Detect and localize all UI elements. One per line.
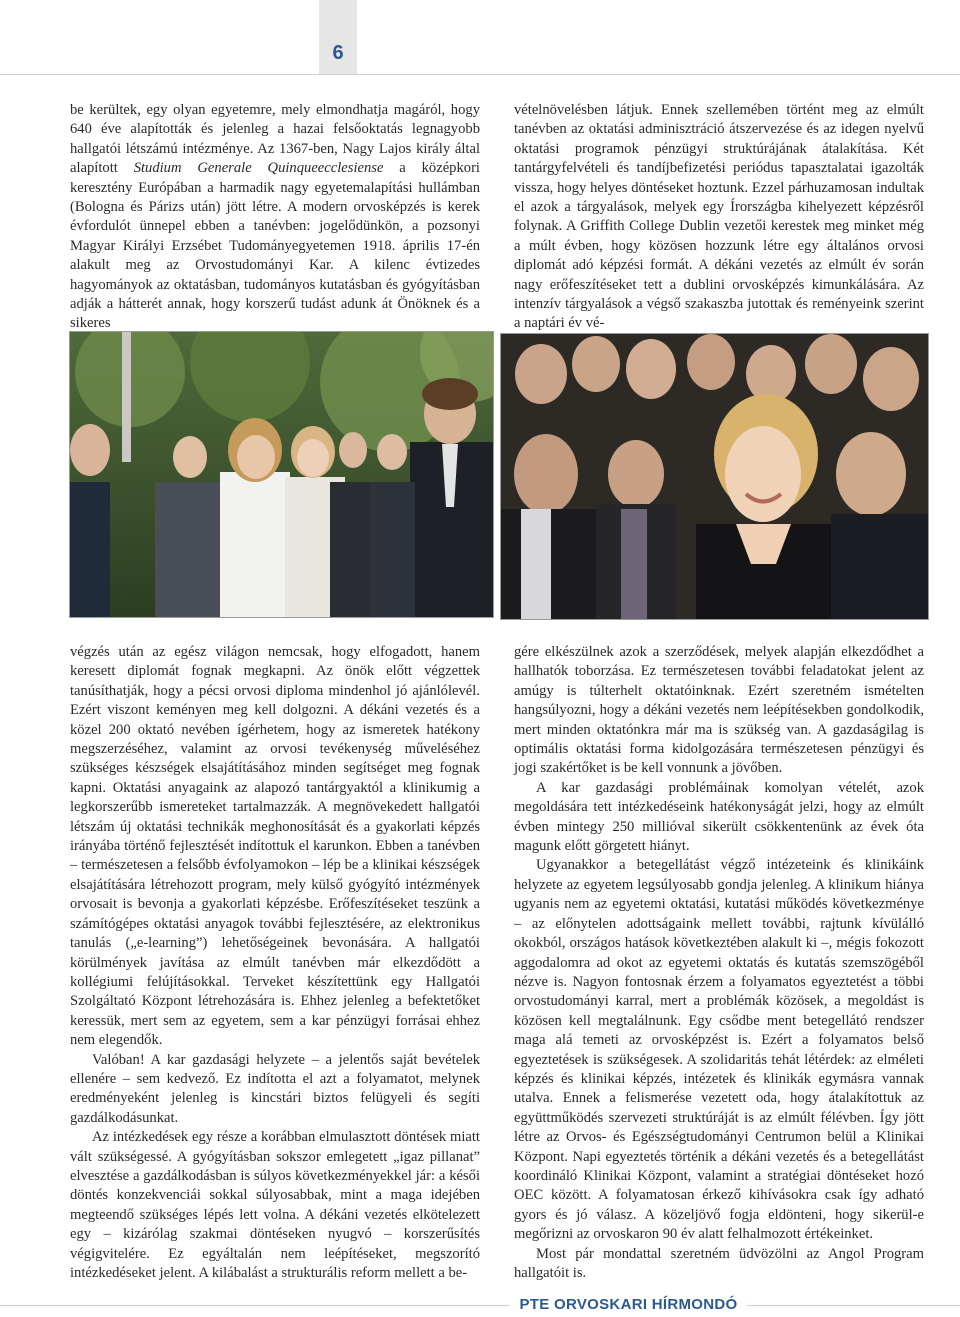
paragraph: gére elkészülnek azok a szerződések, melyek alapján elkezdődhet a hallhatók toborzása. Ez természetesen további feladatokat jelent az amúgy is túlterhelt oktatóinknak. Ezért szeretném ismételten hangsúlyozni, hogy a dékáni vezetés nem leépítésekben gondolkodik, mert minden oktatónkra már ma is szükség van. A gazdaságilag is optimális oktatási forma kidolgozására természetesen pénzügyi és jogi szakértőket is be kell vonnunk a jövőben. [514, 644, 924, 777]
page-number: 6 [332, 42, 344, 64]
text-column-2 [514, 101, 924, 334]
paragraph: végzés után az egész világon nemcsak, hogy elfogadott, hanem keresett diplomát fognak megkapni. Az önök előtt végzettek tanúsíthatják, hogy a pécsi orvosi diploma mindenhol jó ajánlólevél. Ezért viszont keményen meg kell dolgozni. A dékáni vezetés és a közel 200 oktató nevében ígérhetem, hogy az ismeretek hatékony megszerzéséhez, valamint az orvosi tevékenység műveléséhez szükséges készségek elsajátításához minden segítséget meg fognak kapni. Oktatási anyagaink az alapozó tantárgyaktól a klinikumig a legkorszerűbb ismereteket tartalmazzák. A megnövekedett hallgatói létszám új oktatási technikák meghonosítását és a gyakorlati képzés irányába történő fejlesztését indítottuk el karunkon. Ebben a tanévben – természetesen a felsőbb évfolyamokon – lép be a klinikai készségek elsajátítására létrehozott program, mely külső gyógyító intézmények orvosait is bevonja a gyakorlati képzésbe. Erőfeszítéseket teszünk a számítógépes oktatási anyagok további fejlesztésére, az elektronikus tanulás („e-learning”) lehetőségeinek bevonására. A hallgatói körülmények javítása az elmúlt tanévben már elkezdődött a kollégiumi felújításokkal. Terveket készítettünk egy Hallgatói Szolgáltató Központ létrehozására is. Ehhez jelenleg a befektetőket keressük, mert sem az egyetem, sem a kar pénzügyi forrásai ehhez nem elegendők. [70, 644, 480, 1049]
publication-title: PTE ORVOSKARI HÍRMONDÓ [519, 1296, 738, 1313]
photo-smiling-student-crowd [500, 333, 929, 620]
paragraph-text-a: be kerültek, egy olyan egyetemre, mely elmondhatja magáról, hogy 640 éve alapították és jelenleg a hazai felsőoktatás legnagyobb hallgatói létszámú intézménye. Az 1367-ben, Nagy Lajos király által alapított [70, 102, 480, 177]
paragraph: Az intézkedések egy része a korábban elmulasztott döntések miatt vált szükségessé. A gyógyításban sokszor emlegetett „igaz pillanat” elvesztése a gazdálkodásban is súlyos következményekkel jár: a késői döntés konzekvenciái sokkal súlyosabbak, mint a maga idejében megteendő szükséges lépés lett volna. A dékáni vezetés elkötelezett egy – kizárólag szakmai döntéseken nyugvó – korszerűsítés végigvitelére. Ez egyáltalán nem leépítéseket, megszorító intézkedéseket jelent. A kilábalást a strukturális reform mellett a be- [70, 1129, 480, 1281]
paragraph: A kar gazdasági problémáinak komolyan vételét, azok megoldására tett intézkedéseink hatékonyságát jelzi, hogy az elmúlt évben mintegy 250 millióval sikerült csökkentenünk az évek óta magunk előtt görgetett hiányt. [514, 779, 924, 855]
paragraph: Ugyanakkor a betegellátást végző intézeteink és klinikáink helyzete az egyetem legsúlyosabb gondja jelenleg. A klinikum hiánya ugyanis nem az egyetemi oktatási, kutatási működés következménye – az előnytelen adottságaink mellett további, rajtunk kívülálló okokból, országos hatások következtében alakult ki –, mégis fokozott aggodalomra ad okot az egyetemi oktatás és kutatás szemszögéből nézve is. Nagyon fontosnak érzem a folyamatos egyeztetést a többi orvostudományi karral, mert a problémák közösek, a megoldást is közösen kell megtalálnunk. Egy csődbe ment betegellátó rendszer maga alá temeti az orvosképzést is. Ezért a folyamatos belső egyeztetések is szükségesek. A szolidaritás tehát létérdek: az elméleti képzés és klinikai képzés, intézetek és klinikák egymásra vannak utalva. Ennek a felismerése vezetett oda, hogy átalakítottuk az együttműködés szervezeti struktúráját is az elmúlt félévben. Így jött létre az Orvos- és Egészségtudományi Centrumon belül a Klinikai Központ. Napi egyeztetés történik a dékáni vezetés és a betegellátást koordináló Klinikai Központ, valamint a stratégiai döntéseket hozó OEC között. A folyamatosan érkező kihívásokra csak így adható gyors és jó válasz. A közeljövő fogja eldönteni, hogy sikerül-e megőrizni az orvoskaron 90 év alatt felhalmozott értékeinket. [514, 857, 924, 1243]
paragraph: Valóban! A kar gazdasági helyzete – a jelentős saját bevételek ellenére – sem kedvező. Ez indította el azt a folyamatot, melynek eredményeként jelenleg is kincstári biztos felügyeli és segíti gazdálkodásunkat. [70, 1051, 480, 1126]
text-column-4 [514, 643, 924, 1283]
text-column-3 [70, 643, 480, 1283]
header-rule [0, 74, 960, 75]
text-column-1 [70, 101, 480, 334]
paragraph: Most pár mondattal szeretném üdvözölni az Angol Program hallgatóit is. [514, 1245, 924, 1281]
paragraph: vételnövelésben látjuk. Ennek szellemében történt meg az elmúlt tanévben az oktatási adminisztráció átszervezése és az idegen nyelvű oktatási programok pénzügyi struktúrájának átalakítása. Két tantárgyfelvételi és tandíjbefizetési periódus tapasztalatai igazolták vissza, hogy helyes döntéseket hoztunk. Ezzel párhuzamosan indultak el azok a tárgyalások, melyek egy Írországba kihelyezett képzésről folynak. A Griffith College Dublin vezetői kerestek meg minket még a múlt évben, hogy közösen hozzunk létre egy általános orvosi diplomát adó képzési formát. A dékáni vezetés az elmúlt év során nagy erőfeszítéseket tett a dublini orvosképzés kimunkálására. Az intenzív tárgyalások a végső szakaszba jutottak és reményeink szerint a naptári év vé- [514, 102, 924, 332]
paragraph [70, 101, 480, 334]
photo-graduates-outdoor [69, 331, 494, 618]
paragraph-text-b: a középkori keresztény Európában a harmadik nagy egyetemalapítási hullámban (Bologna és Párizs után) jött létre. A modern orvosképzés is kerek évfordulót ünnepel ebben a tanévben: jogelődünkön, a pozsonyi Magyar Királyi Erzsébet Tudományegyetemen 1918. április 17-én alakult meg az Orvostudományi Kar. A kilenc évtizedes hagyományok az oktatásban, tudományos kutatásban és gyógyításban adják a hátterét annak, hogy korszerű tudást adunk át Önöknek és a sikeres [70, 160, 480, 332]
latin-university-name: Studium Generale Quinqueecclesiense [133, 160, 384, 177]
footer-rule [0, 1305, 960, 1306]
